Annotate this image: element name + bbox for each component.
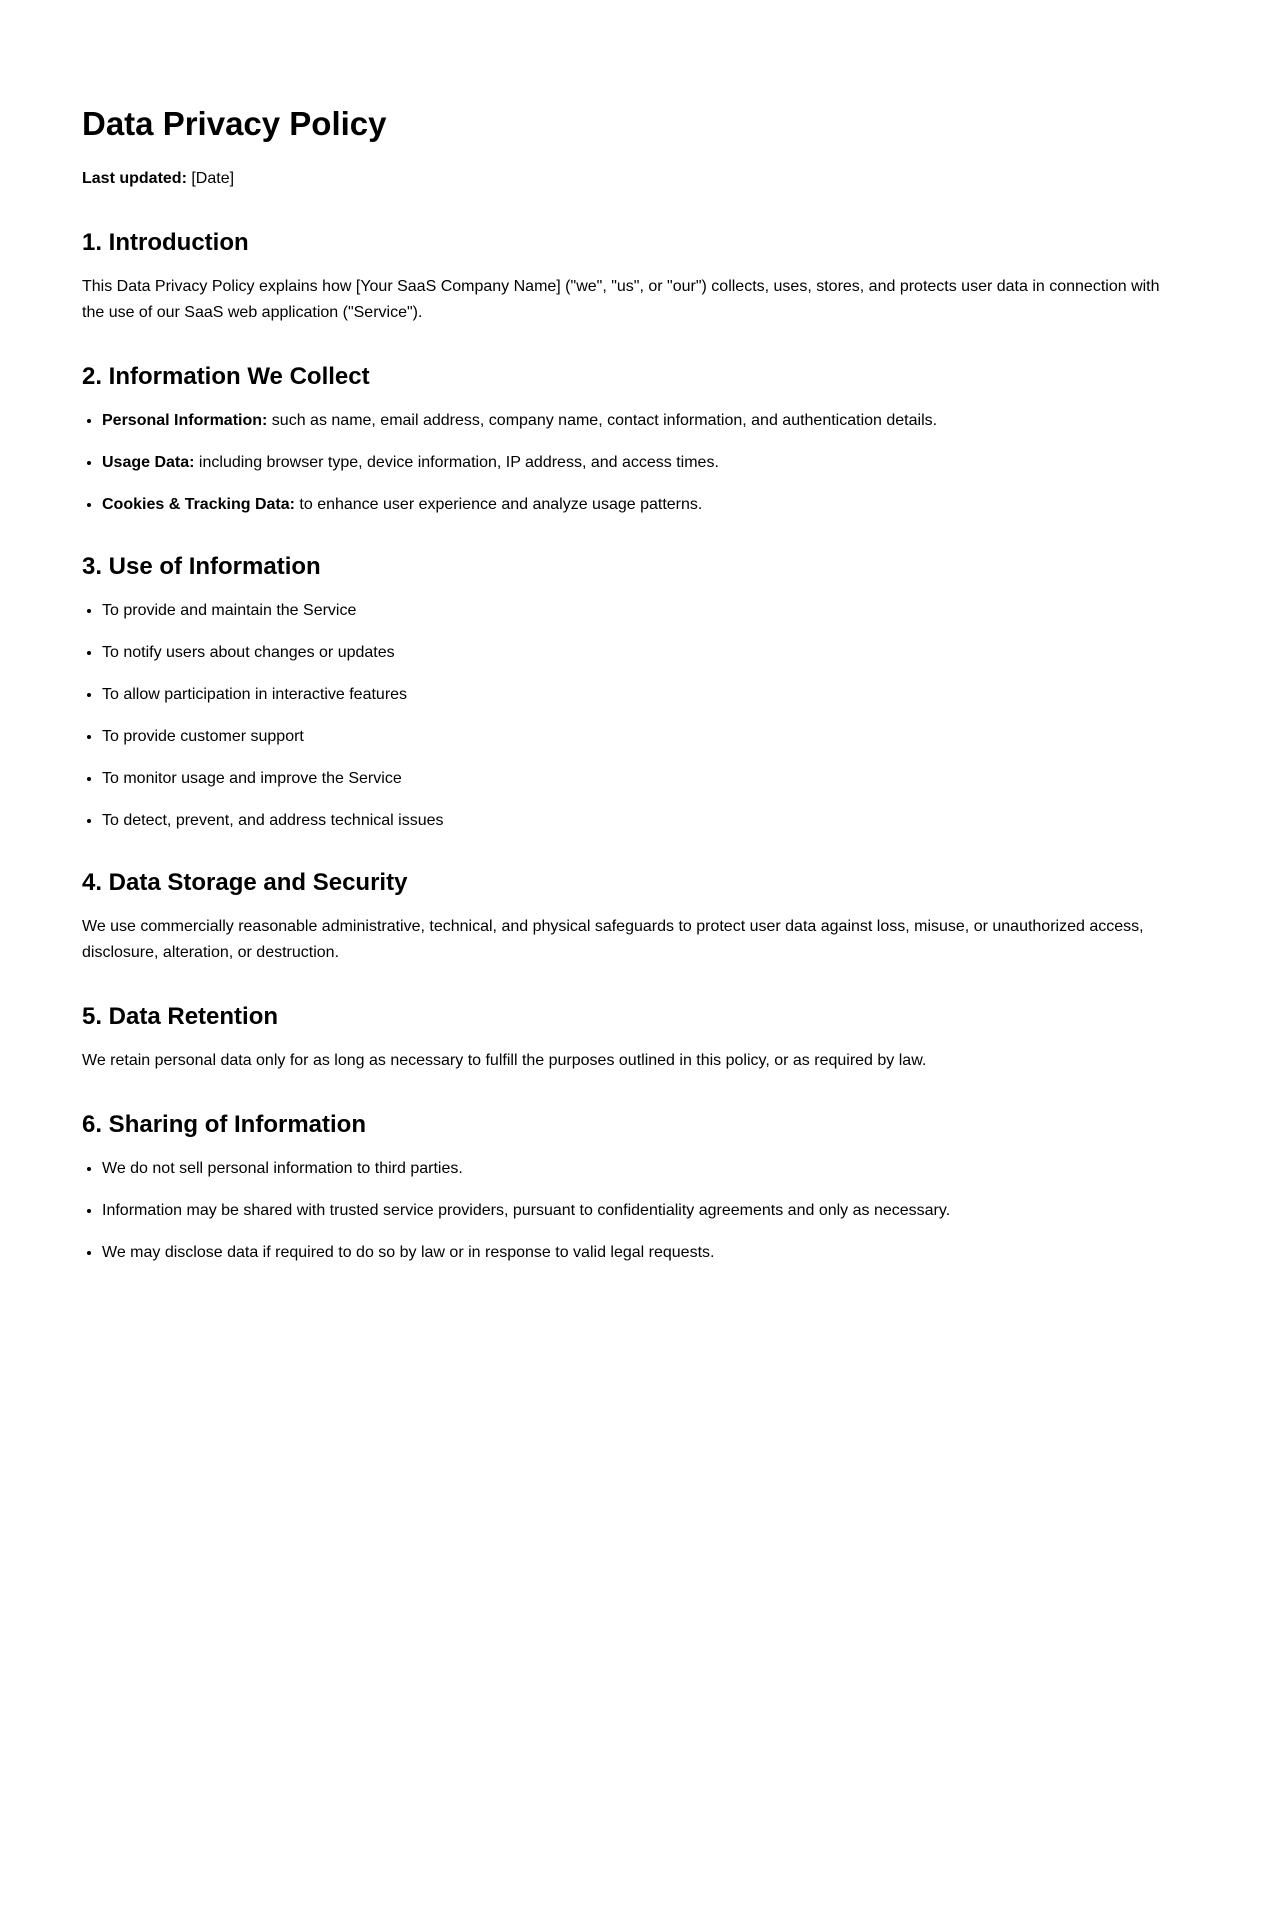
item-label: Personal Information: xyxy=(102,412,268,429)
section-heading-information-collect: 2. Information We Collect xyxy=(82,363,370,390)
list-item: • To allow participation in interactive features xyxy=(102,682,1181,708)
item-text: such as name, email address, company name, contact information, and authentication details. xyxy=(267,412,938,429)
item-text: to enhance user experience and analyze usage patterns. xyxy=(294,496,703,513)
section-heading-storage-security: 4. Data Storage and Security xyxy=(82,869,408,896)
section-heading-use-of-information: 3. Use of Information xyxy=(82,553,321,580)
list-item xyxy=(102,408,1181,434)
list-item: • To monitor usage and improve the Service xyxy=(102,766,1181,792)
storage-security-paragraph: We use commercially reasonable administrative, technical, and physical safeguards to protect user data against loss, misuse, or unauthorized access, disclosure, alteration, or destruction. xyxy=(82,918,1144,961)
list-item: • Information may be shared with trusted service providers, pursuant to confidentiality agreements and only as necessary. xyxy=(102,1198,1181,1224)
information-collect-list xyxy=(82,408,1181,518)
list-item: • To provide and maintain the Service xyxy=(102,598,1181,624)
list-item: • We may disclose data if required to do so by law or in response to valid legal requests. xyxy=(102,1240,1181,1266)
page-title: Data Privacy Policy xyxy=(82,105,387,142)
item-label: Cookies & Tracking Data: xyxy=(102,496,295,513)
use-of-information-list xyxy=(82,598,1181,834)
item-text: including browser type, device information, IP address, and access times. xyxy=(194,454,719,471)
list-item: • To detect, prevent, and address technical issues xyxy=(102,808,1181,834)
list-item: • To provide customer support xyxy=(102,724,1181,750)
list-item xyxy=(102,450,1181,476)
section-heading-data-retention: 5. Data Retention xyxy=(82,1003,279,1030)
list-item: • To notify users about changes or updates xyxy=(102,640,1181,666)
item-label: Usage Data: xyxy=(102,454,195,471)
last-updated-value: [Date] xyxy=(191,170,235,187)
last-updated xyxy=(82,166,1181,192)
section-heading-introduction: 1. Introduction xyxy=(82,229,249,256)
list-item xyxy=(102,492,1181,518)
data-retention-paragraph: We retain personal data only for as long as necessary to fulfill the purposes outlined in this policy, or as required by law. xyxy=(82,1052,927,1069)
list-item: • We do not sell personal information to third parties. xyxy=(102,1156,1181,1182)
last-updated-label: Last updated: xyxy=(82,170,187,187)
section-heading-sharing: 6. Sharing of Information xyxy=(82,1111,367,1138)
introduction-paragraph: This Data Privacy Policy explains how [Your SaaS Company Name] ("we", "us", or "our") collects, uses, stores, and protects user data in connection with the use of our SaaS web application ("Service"). xyxy=(82,278,1160,321)
sharing-list xyxy=(82,1156,1181,1266)
